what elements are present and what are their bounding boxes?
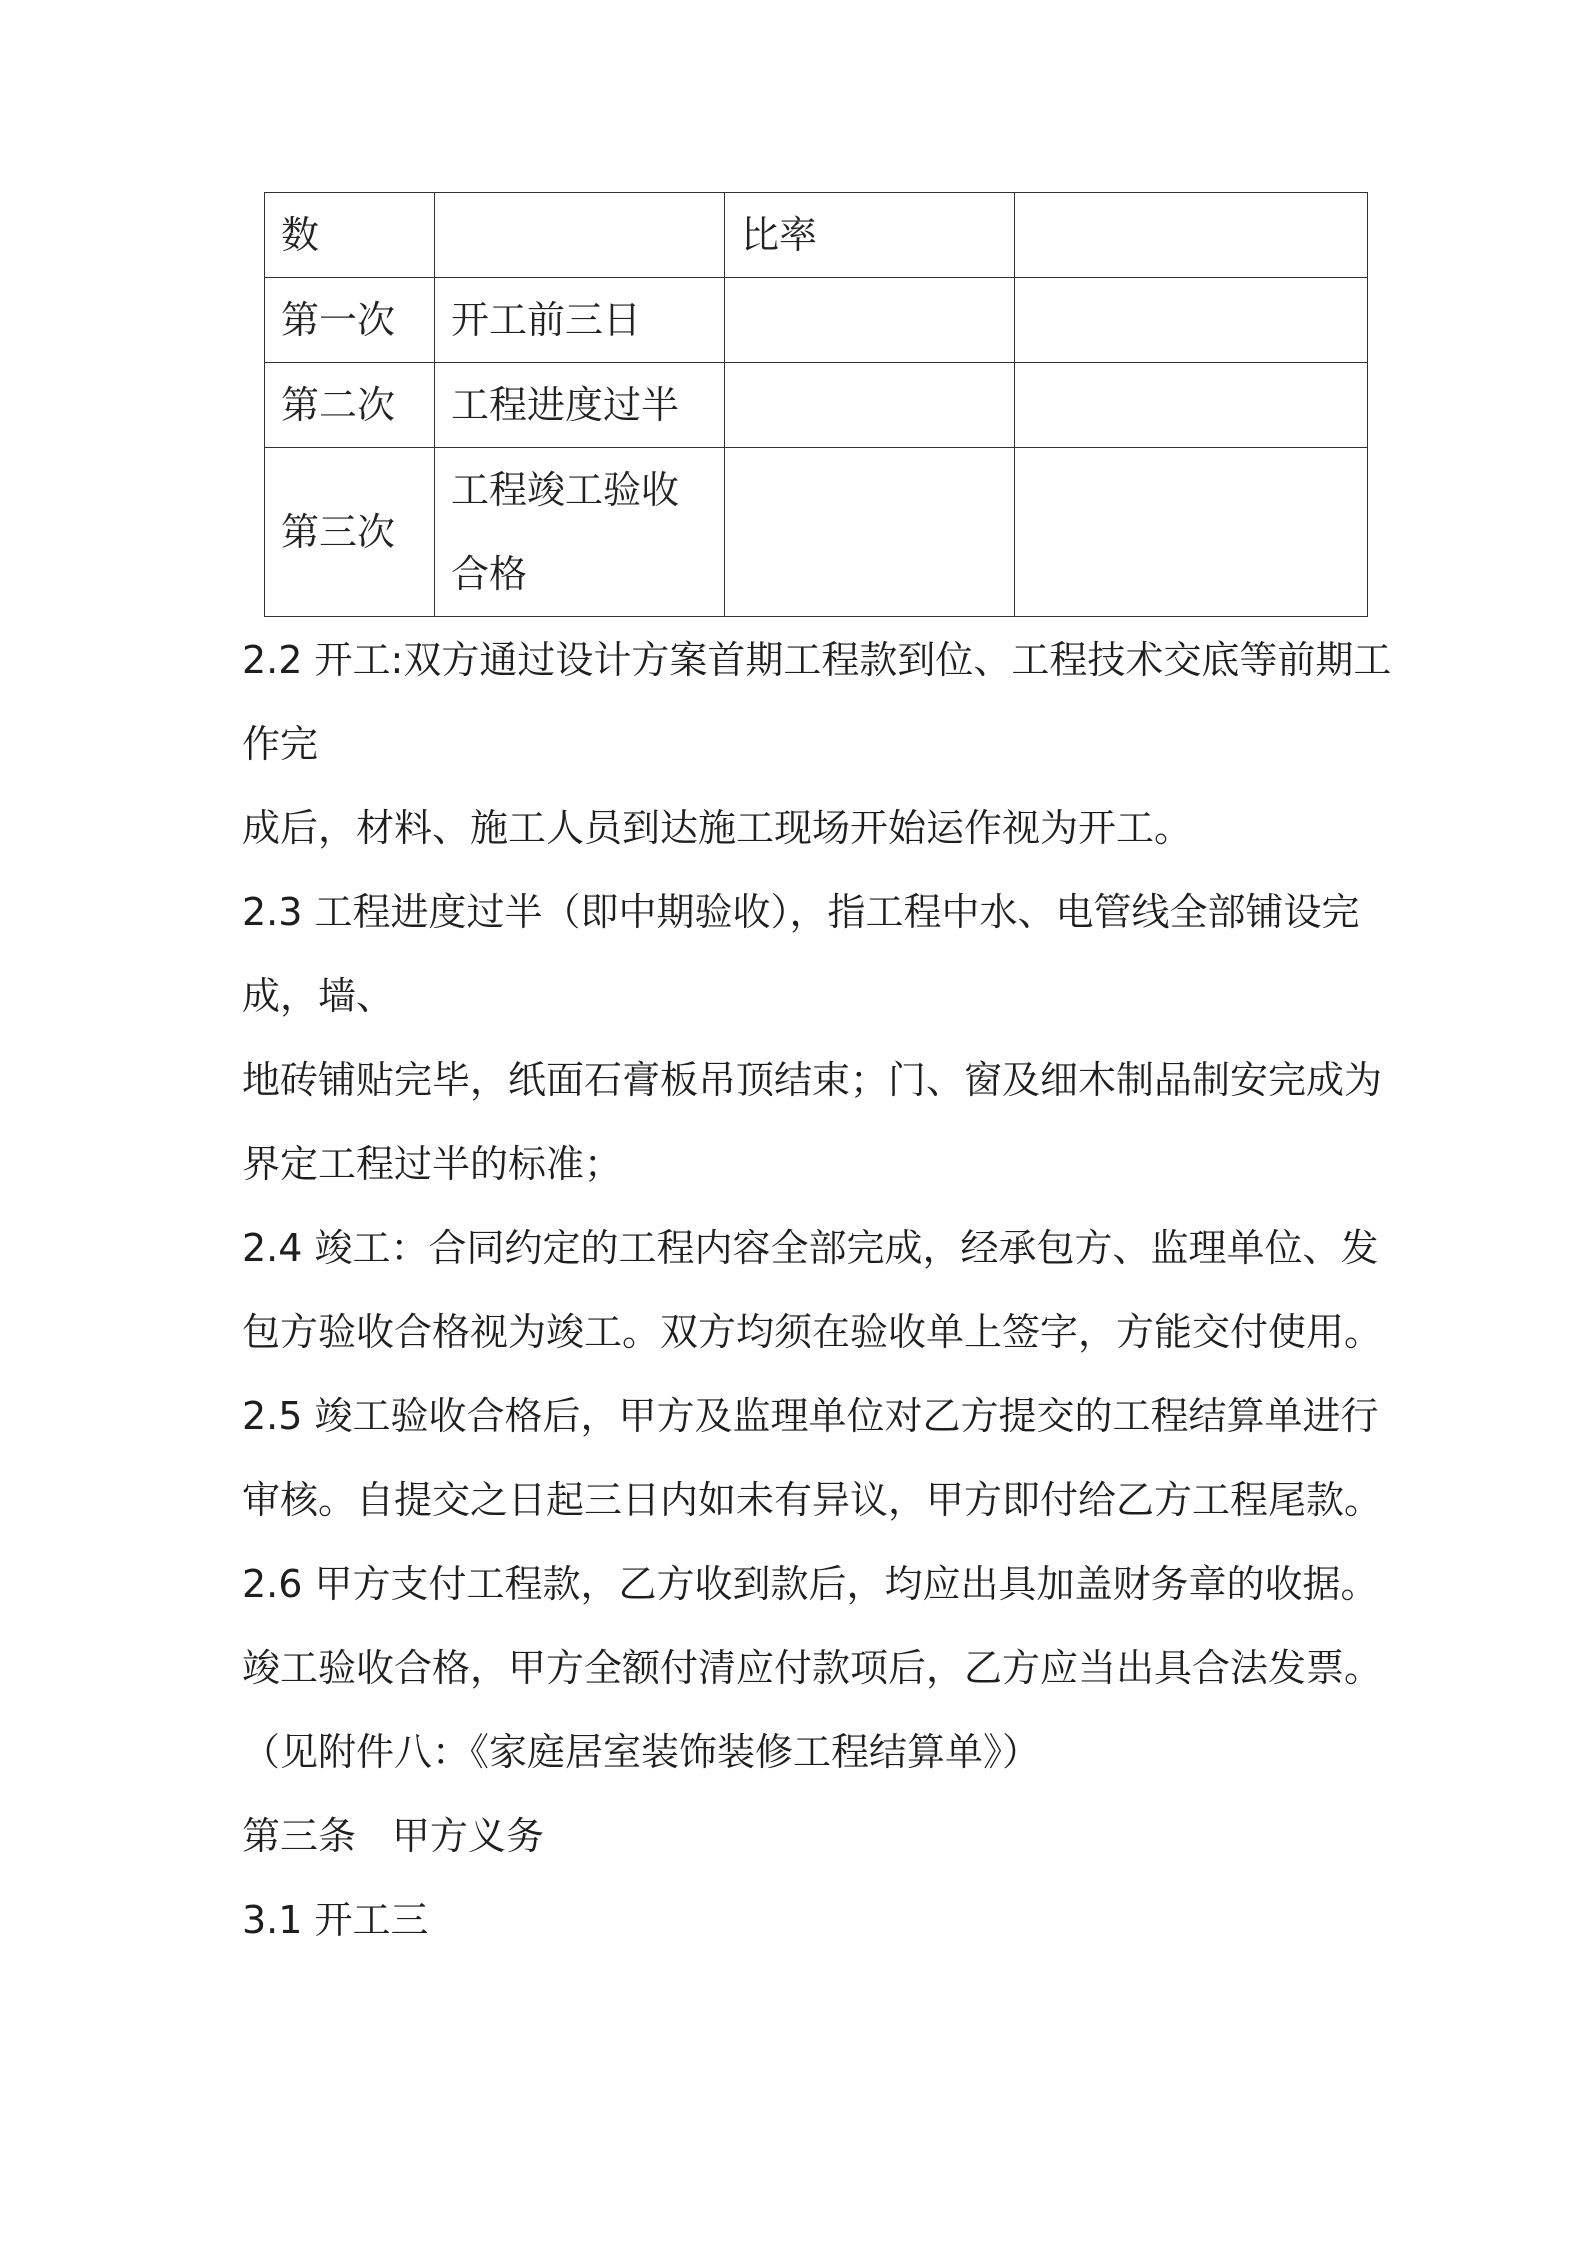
payment-schedule-table bbox=[264, 192, 1368, 617]
contract-body bbox=[242, 618, 1392, 1962]
table-cell bbox=[435, 193, 725, 278]
table-cell bbox=[1015, 193, 1368, 278]
table-cell bbox=[725, 363, 1015, 448]
article-heading bbox=[242, 1794, 1372, 1878]
paragraph-line: 审核。自提交之日起三日内如未有异议，甲方即付给乙方工程尾款。 bbox=[242, 1478, 1383, 1522]
table-cell: 比率 bbox=[725, 193, 1015, 278]
paragraph-line: 包方验收合格视为竣工。双方均须在验收单上签字，方能交付使用。 bbox=[242, 1310, 1383, 1354]
paragraph-line: 3.1 开工三 bbox=[242, 1898, 429, 1942]
paragraph-line: 2.4 竣工：合同约定的工程内容全部完成，经承包方、监理单位、发 bbox=[242, 1226, 1379, 1270]
table-cell bbox=[725, 448, 1015, 617]
table-row bbox=[265, 448, 1368, 617]
cell-line: 工程竣工验收 bbox=[451, 468, 680, 512]
paragraph-line: 成，墙、 bbox=[242, 974, 395, 1018]
paragraph-line: 成后，材料、施工人员到达施工现场开始运作视为开工。 bbox=[242, 806, 1193, 850]
paragraph-line: 2.3 工程进度过半（即中期验收），指工程中水、电管线全部铺设完 bbox=[242, 890, 1360, 934]
table-cell bbox=[1015, 278, 1368, 363]
paragraph-line: 竣工验收合格，甲方全额付清应付款项后，乙方应当出具合法发票。 bbox=[242, 1646, 1383, 1690]
table-row bbox=[265, 363, 1368, 448]
table-cell: 第二次 bbox=[265, 363, 435, 448]
table-cell: 开工前三日 bbox=[435, 278, 725, 363]
article-title: 甲方义务 bbox=[392, 1814, 545, 1858]
article-number: 第三条 bbox=[242, 1814, 357, 1858]
paragraph-line: 2.5 竣工验收合格后，甲方及监理单位对乙方提交的工程结算单进行 bbox=[242, 1394, 1379, 1438]
table-cell bbox=[1015, 448, 1368, 617]
paragraph-line: （见附件八：《家庭居室装饰装修工程结算单》） bbox=[242, 1730, 1041, 1774]
table-cell: 第一次 bbox=[265, 278, 435, 363]
table-cell bbox=[1015, 363, 1368, 448]
table-cell: 工程进度过半 bbox=[435, 363, 725, 448]
paragraph-line: 地砖铺贴完毕，纸面石膏板吊顶结束；门、窗及细木制品制安完成为 bbox=[242, 1058, 1383, 1102]
table-cell: 数 bbox=[265, 193, 435, 278]
table-row bbox=[265, 193, 1368, 278]
table-cell bbox=[725, 278, 1015, 363]
paragraph-line: 2.6 甲方支付工程款，乙方收到款后，均应出具加盖财务章的收据。 bbox=[242, 1562, 1379, 1606]
cell-line: 合格 bbox=[451, 552, 528, 596]
paragraph-line: 界定工程过半的标准； bbox=[242, 1142, 623, 1186]
table-cell: 第三次 bbox=[265, 448, 435, 617]
table-cell bbox=[435, 448, 725, 617]
paragraph-line: 作完 bbox=[242, 722, 319, 766]
paragraph-line: 2.2 开工:双方通过设计方案首期工程款到位、工程技术交底等前期工 bbox=[242, 638, 1392, 682]
table-row bbox=[265, 278, 1368, 363]
